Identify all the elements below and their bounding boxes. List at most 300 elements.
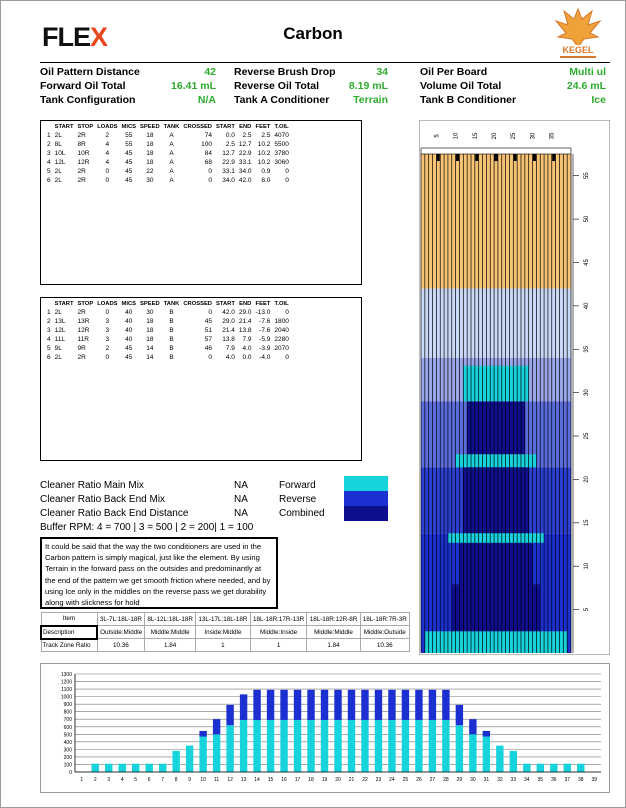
x-tick-label: 34	[524, 777, 530, 783]
table-cell: 0	[105, 354, 110, 361]
x-tick-label: 35	[549, 132, 556, 140]
bar-forward	[226, 725, 233, 772]
track-zone-ratio-label: Track Zone Ratio	[41, 639, 97, 652]
track-zone-ratio-row	[41, 639, 410, 652]
track-zone-description: Middle:Inside	[250, 626, 307, 639]
table-cell: 8R	[77, 141, 86, 148]
table-cell: 45	[125, 354, 133, 361]
tank-configuration-value: N/A	[197, 94, 216, 106]
x-tick-label: 10	[453, 132, 460, 140]
bar-reverse	[294, 690, 301, 720]
table-cell: 22.9	[222, 159, 235, 166]
bar-forward	[442, 720, 449, 772]
table-cell: 5500	[274, 141, 289, 148]
track-zone-column-header: 13L-17L:18L-18R	[196, 613, 251, 626]
forward-col-header: STOP	[77, 124, 94, 130]
bar-reverse	[280, 690, 287, 720]
table-cell: 13R	[77, 318, 90, 325]
table-cell: 13.8	[238, 327, 252, 334]
y-tick-label: 500	[63, 732, 72, 739]
oil-zone	[421, 289, 571, 358]
tank-configuration-label: Tank Configuration	[40, 94, 136, 106]
cleaner-back-end-distance-value: NA	[234, 508, 248, 519]
table-cell: 45	[125, 168, 133, 175]
bar-forward	[537, 764, 544, 772]
table-cell: 3780	[274, 150, 289, 157]
x-tick-label: 20	[492, 132, 498, 140]
table-cell: 22.9	[238, 150, 252, 157]
x-tick-label: 4	[120, 777, 124, 783]
table-cell: 2070	[274, 345, 289, 352]
bar-forward	[469, 734, 476, 772]
x-tick-label: 27	[429, 777, 436, 783]
table-cell: 5	[47, 345, 51, 352]
buffer-rpm: Buffer RPM: 4 = 700 | 3 = 500 | 2 = 200| 1 = 100	[40, 522, 254, 533]
table-cell: 45	[125, 177, 133, 184]
y-tick-label: 20	[584, 476, 590, 483]
table-cell: 9L	[54, 345, 62, 352]
table-cell: 29.0	[222, 318, 235, 325]
table-cell: 1800	[274, 318, 289, 325]
table-cell: 74	[204, 132, 212, 139]
table-cell: 3	[105, 327, 110, 334]
table-cell: A	[169, 141, 174, 148]
track-zone-column-header: 18L-18R:17R-13R	[250, 613, 307, 626]
board-tick-strip	[421, 148, 571, 154]
table-cell: 3	[105, 318, 110, 325]
reverse-col-header: LOADS	[97, 301, 118, 307]
table-cell: 12.7	[238, 141, 252, 148]
x-tick-label: 3	[107, 777, 111, 783]
table-cell: 2280	[274, 336, 289, 343]
track-zone-description: Inside:Middle	[196, 626, 251, 639]
table-cell: 100	[201, 141, 212, 148]
reverse-brush-drop-value: 34	[376, 66, 388, 78]
bar-forward	[523, 764, 530, 772]
cleaner-back-end-mix-value: NA	[234, 494, 248, 505]
legend-forward-swatch	[344, 476, 388, 491]
table-cell: 7.9	[225, 345, 235, 352]
table-row	[45, 158, 291, 167]
table-cell: 0	[285, 354, 289, 361]
bar-forward	[321, 720, 328, 772]
legend-forward-label: Forward	[279, 480, 316, 491]
table-cell: 7.9	[242, 336, 252, 343]
x-tick-label: 8	[174, 777, 178, 783]
forward-oil-total-label: Forward Oil Total	[40, 80, 126, 92]
table-cell: 4	[47, 336, 51, 343]
track-zone-column-header: 18L-18R:7R-3R	[360, 613, 409, 626]
table-cell: 0	[105, 309, 110, 316]
forward-col-header	[45, 123, 53, 131]
bar-forward	[145, 764, 152, 772]
table-cell: 2.5	[242, 132, 252, 139]
bar-forward	[105, 764, 112, 772]
forward-oil-total-value: 16.41 mL	[171, 80, 216, 92]
table-cell: 46	[204, 345, 212, 352]
x-tick-label: 2	[93, 777, 97, 783]
table-cell: 6	[47, 354, 51, 361]
table-row	[45, 131, 291, 140]
track-zone-description: Middle:Middle	[145, 626, 196, 639]
table-cell: 2R	[77, 132, 86, 139]
table-cell: 2L	[54, 309, 62, 316]
bar-forward	[415, 720, 422, 772]
table-cell: 2R	[77, 168, 86, 175]
y-tick-label: 1300	[60, 672, 72, 678]
oil-per-board-label: Oil Per Board	[420, 66, 488, 78]
board-oil-bar-chart-box	[40, 663, 610, 793]
table-cell: 18	[146, 159, 154, 166]
table-cell: 34.0	[238, 168, 252, 175]
table-cell: 13L	[54, 318, 66, 325]
volume-oil-total-label: Volume Oil Total	[420, 80, 502, 92]
table-cell: B	[169, 318, 174, 325]
bar-forward	[253, 720, 260, 772]
bar-reverse	[213, 719, 220, 734]
oil-pattern-distance-value: 42	[204, 66, 216, 78]
x-tick-label: 7	[161, 777, 165, 783]
y-tick-label: 1000	[60, 694, 72, 701]
reverse-col-header: START	[216, 301, 235, 307]
table-cell: 2	[105, 345, 110, 352]
cleaner-main-mix-label: Cleaner Ratio Main Mix	[40, 480, 144, 491]
table-cell: 30	[146, 177, 154, 184]
table-cell: 1	[47, 132, 51, 139]
reverse-oil-total-value: 8.19 mL	[348, 80, 388, 92]
forward-col-header: TANK	[163, 124, 180, 130]
bar-reverse	[456, 705, 463, 725]
header-rule	[40, 62, 610, 63]
table-cell: B	[169, 345, 174, 352]
table-cell: 2	[47, 318, 51, 325]
table-cell: 0	[208, 354, 212, 361]
table-cell: 10L	[54, 150, 66, 157]
y-tick-label: 300	[63, 747, 72, 754]
tank-b-conditioner-label: Tank B Conditioner	[420, 94, 517, 106]
table-cell: 2040	[274, 327, 289, 334]
bar-forward	[402, 720, 409, 772]
bar-forward	[172, 751, 179, 772]
table-cell: 34.0	[222, 177, 235, 184]
bar-forward	[334, 720, 341, 772]
track-zone-column-header: 3L-7L:18L-18R	[97, 613, 145, 626]
table-cell: 3	[105, 336, 110, 343]
table-cell: 3	[47, 150, 51, 157]
table-cell: 33.1	[238, 159, 252, 166]
table-cell: 11R	[77, 336, 89, 343]
table-cell: 4	[105, 159, 110, 166]
reverse-col-header: T.OIL	[274, 301, 289, 307]
table-cell: 0.0	[242, 354, 252, 361]
bar-reverse	[483, 731, 490, 737]
table-row	[45, 167, 291, 176]
bar-reverse	[348, 690, 355, 720]
legend-combined-swatch	[344, 506, 388, 521]
table-cell: A	[169, 159, 174, 166]
bar-reverse	[442, 690, 449, 720]
table-cell: 10R	[77, 150, 90, 157]
x-tick-label: 16	[281, 777, 287, 783]
track-zone-item-header: Item	[41, 613, 97, 626]
y-tick-label: 25	[584, 432, 590, 440]
x-tick-label: 23	[375, 777, 382, 783]
y-tick-label: 800	[63, 709, 72, 716]
table-row	[45, 176, 291, 185]
y-tick-label: 100	[63, 762, 72, 769]
table-cell: 18	[146, 141, 154, 148]
tank-b-conditioner-value: Ice	[591, 94, 606, 106]
table-cell: 10.2	[257, 150, 271, 157]
x-tick-label: 17	[294, 777, 301, 783]
table-cell: 11L	[54, 336, 65, 343]
x-tick-label: 38	[577, 777, 584, 783]
table-cell: 30	[146, 309, 154, 316]
table-cell: 13.8	[222, 336, 235, 343]
table-cell: B	[169, 309, 174, 316]
table-cell: 18	[146, 318, 154, 325]
table-cell: 45	[125, 159, 133, 166]
table-row	[45, 140, 291, 149]
oil-pattern-graph	[419, 120, 610, 655]
bar-forward	[388, 720, 395, 772]
table-cell: 12R	[77, 159, 90, 166]
x-tick-label: 37	[564, 777, 571, 783]
table-cell: 22	[146, 168, 154, 175]
x-tick-label: 30	[530, 132, 537, 140]
forward-table-header	[45, 123, 291, 131]
table-cell: 0.9	[261, 168, 271, 175]
bar-reverse	[429, 690, 436, 720]
x-tick-label: 15	[267, 777, 274, 783]
table-cell: A	[169, 150, 174, 157]
table-cell: B	[169, 336, 174, 343]
y-tick-label: 55	[584, 172, 590, 180]
table-cell: -5.9	[259, 336, 271, 343]
arrow-marker	[552, 154, 555, 161]
volume-oil-total-value: 24.6 mL	[566, 80, 606, 92]
bar-reverse	[334, 690, 341, 720]
table-cell: -7.6	[259, 318, 271, 325]
x-tick-label: 12	[227, 777, 233, 783]
reverse-col-header: SPEED	[140, 301, 160, 307]
table-cell: 3	[47, 327, 51, 334]
forward-col-header: MICS	[121, 124, 136, 130]
reverse-col-header: START	[54, 301, 74, 307]
bar-forward	[213, 734, 220, 772]
forward-block	[448, 533, 544, 543]
table-cell: 4	[105, 150, 110, 157]
table-cell: 4	[105, 141, 110, 148]
table-cell: 0.0	[225, 132, 235, 139]
table-row	[45, 335, 291, 344]
bar-forward	[199, 737, 206, 772]
x-tick-label: 15	[472, 132, 479, 140]
track-zone-ratio: 1	[196, 639, 251, 652]
table-cell: 4.0	[225, 354, 235, 361]
table-cell: 51	[204, 327, 212, 334]
track-zone-header-row	[41, 613, 410, 626]
table-cell: -13.0	[255, 309, 271, 316]
table-cell: 12L	[54, 159, 66, 166]
table-cell: 18	[146, 327, 154, 334]
table-cell: 4.0	[242, 345, 252, 352]
y-tick-label: 1100	[61, 687, 72, 694]
track-zone-description: Outside:Middle	[97, 626, 145, 639]
track-zone-ratio: 10.36	[360, 639, 409, 652]
forward-col-header: SPEED	[140, 124, 160, 130]
oil-pattern-distance-label: Oil Pattern Distance	[40, 66, 140, 78]
table-cell: 0	[208, 309, 212, 316]
bar-reverse	[226, 705, 233, 725]
bar-reverse	[415, 690, 422, 720]
table-cell: 2	[47, 141, 51, 148]
table-cell: 5	[47, 168, 51, 175]
table-cell: 0	[208, 177, 212, 184]
table-cell: 8L	[54, 141, 62, 148]
x-tick-label: 26	[416, 777, 422, 783]
x-tick-label: 21	[348, 777, 355, 783]
x-tick-label: 9	[188, 777, 192, 783]
table-cell: 0	[208, 168, 212, 175]
x-tick-label: 13	[240, 777, 247, 783]
table-cell: 68	[204, 159, 212, 166]
table-cell: 42.0	[222, 309, 235, 316]
bar-forward	[92, 764, 99, 772]
track-zone-ratio: 1	[250, 639, 307, 652]
table-cell: 18	[146, 150, 154, 157]
bar-reverse	[199, 731, 206, 737]
y-tick-label: 5	[584, 607, 590, 612]
x-tick-label: 25	[511, 132, 518, 140]
table-cell: -4.0	[259, 354, 271, 361]
table-cell: 21.4	[238, 318, 252, 325]
bar-reverse	[240, 694, 247, 720]
table-cell: 40	[125, 309, 133, 316]
table-cell: 12R	[77, 327, 90, 334]
table-cell: 0	[285, 309, 289, 316]
track-zone-description: Middle:Outside	[360, 626, 409, 639]
kegel-logo	[552, 5, 604, 61]
x-tick-label: 5	[434, 134, 441, 138]
legend-combined-label: Combined	[279, 508, 325, 519]
x-tick-label: 24	[389, 777, 395, 783]
bar-forward	[118, 764, 125, 772]
y-tick-label: 45	[584, 259, 590, 266]
bar-forward	[132, 764, 139, 772]
table-cell: 9R	[77, 345, 86, 352]
page-title: Carbon	[283, 24, 343, 43]
x-tick-label: 20	[335, 777, 341, 783]
forward-load-table	[45, 123, 291, 185]
track-zone-table	[40, 612, 410, 652]
forward-col-header: START	[216, 124, 235, 130]
arrow-marker	[533, 154, 536, 161]
arrow-marker	[437, 154, 440, 161]
reverse-col-header: MICS	[121, 301, 136, 307]
arrow-marker	[475, 154, 478, 161]
bar-forward	[456, 725, 463, 772]
y-tick-label: 400	[63, 739, 72, 746]
table-cell: 3060	[274, 159, 289, 166]
legend-reverse-swatch	[344, 491, 388, 506]
bar-forward	[577, 764, 584, 772]
bar-reverse	[375, 690, 382, 720]
y-tick-label: 50	[584, 215, 590, 223]
bar-forward	[294, 720, 301, 772]
forward-col-header: T.OIL	[274, 124, 289, 130]
bar-forward	[361, 720, 368, 772]
bar-reverse	[469, 719, 476, 734]
table-cell: 18	[146, 132, 154, 139]
table-cell: 10.2	[257, 159, 271, 166]
track-zone-column-header: 8L-12L:18L-18R	[145, 613, 196, 626]
reverse-col-header: TANK	[163, 301, 180, 307]
table-cell: 14	[146, 354, 154, 361]
table-row	[45, 344, 291, 353]
y-tick-label: 15	[584, 519, 590, 527]
legend-reverse-label: Reverse	[279, 494, 317, 505]
bar-forward	[348, 720, 355, 772]
x-tick-label: 28	[443, 777, 449, 783]
forward-col-header: CROSSED	[183, 124, 212, 130]
reverse-load-table	[45, 300, 291, 362]
track-zone-ratio: 1.84	[307, 639, 360, 652]
bar-forward	[564, 764, 571, 772]
bar-forward	[307, 720, 314, 772]
table-row	[45, 317, 291, 326]
tank-a-conditioner-value: Terrain	[353, 94, 388, 106]
reverse-col-header: CROSSED	[183, 301, 212, 307]
table-cell: 29.0	[238, 309, 252, 316]
bar-forward	[510, 751, 517, 772]
reverse-load-table-box	[40, 297, 362, 461]
table-cell: 6	[47, 177, 51, 184]
forward-col-header: START	[54, 124, 74, 130]
table-cell: 2R	[77, 177, 86, 184]
track-zone-ratio: 1.84	[145, 639, 196, 652]
x-tick-label: 33	[510, 777, 517, 783]
y-tick-label: 1200	[60, 679, 72, 686]
track-zone-description-row	[41, 626, 410, 639]
reverse-col-header	[45, 300, 53, 308]
reverse-col-header: STOP	[77, 301, 94, 307]
bar-reverse	[307, 690, 314, 720]
table-cell: 42.0	[238, 177, 252, 184]
x-tick-label: 36	[551, 777, 557, 783]
x-tick-label: 1	[80, 777, 84, 783]
brand-text: FLEX	[42, 22, 108, 52]
track-zone-description-label: Description	[41, 626, 97, 639]
table-cell: 2L	[54, 132, 62, 139]
bar-forward	[186, 746, 193, 772]
reverse-oil-total-label: Reverse Oil Total	[234, 80, 320, 92]
table-cell: 18	[146, 336, 154, 343]
table-cell: 45	[125, 150, 133, 157]
table-cell: 57	[204, 336, 212, 343]
bar-forward	[240, 720, 247, 772]
table-cell: 21.4	[222, 327, 235, 334]
table-cell: 2L	[54, 168, 62, 175]
x-tick-label: 32	[497, 777, 503, 783]
arrow-marker	[456, 154, 459, 161]
table-row	[45, 326, 291, 335]
bar-forward	[267, 720, 274, 772]
forward-block	[456, 454, 537, 467]
table-cell: 55	[125, 132, 133, 139]
bar-reverse	[388, 690, 395, 720]
table-cell: 8.0	[261, 177, 271, 184]
